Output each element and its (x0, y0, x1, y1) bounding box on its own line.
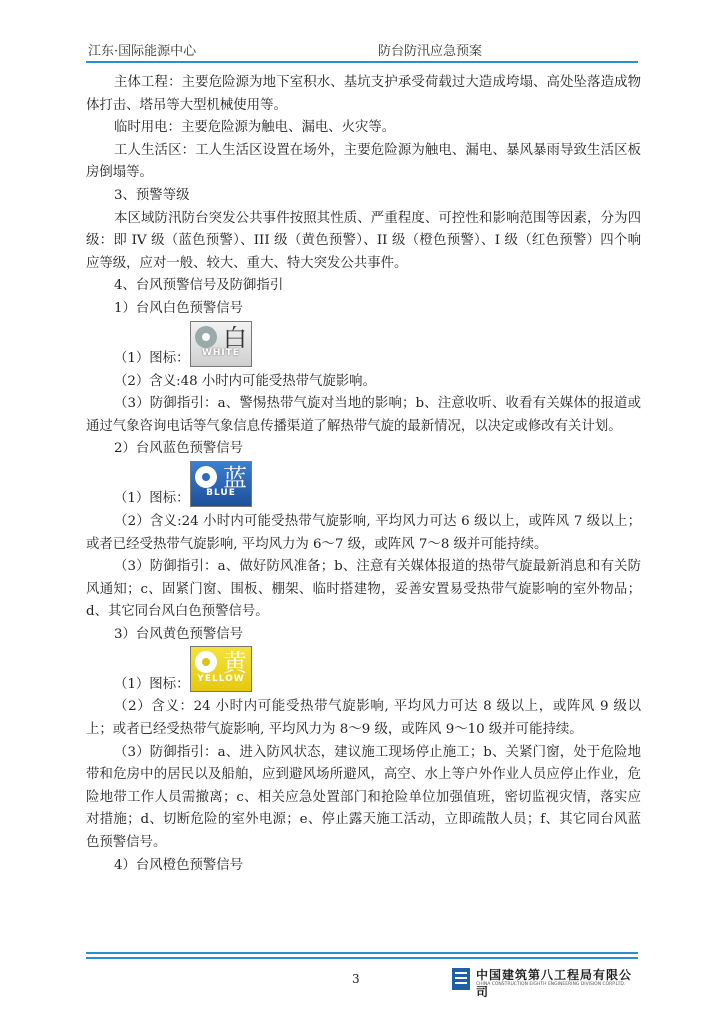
blue-signal-guide: （3）防御指引：a、做好防风准备；b、注意有关媒体报道的热带气旋最新消息和有关防风通知；c、固紧门窗、围板、棚架、临时搭建物，妥善安置易受热带气旋影响的室外物品；d、其它同台风白色预警信号。 (86, 559, 641, 620)
yellow-signal-meaning: （2）含义：24 小时内可能受热带气旋影响, 平均风力可达 8 级以上，或阵风 9 级以上；或者已经受热带气旋影响, 平均风力为 8～9 级，或阵风 9～10 级并可能持续。 (86, 699, 641, 738)
blue-signal-meaning: （2）含义:24 小时内可能受热带气旋影响, 平均风力可达 6 级以上，或阵风 7 级以上；或者已经受热带气旋影响, 平均风力为 6～7 级，或阵风 7～8 级并可能持续。 (86, 513, 641, 552)
section-heading-typhoon-signals: 4、台风预警信号及防御指引 (114, 278, 284, 294)
yellow-icon-label: （1）图标： (114, 676, 190, 692)
yellow-icon-en: YELLOW (197, 673, 245, 684)
paragraph-main-works: 主体工程：主要危险源为地下室积水、基坑支护承受荷载过大造成垮塌、高处坠落造成物体打击、塔吊等大型机械使用等。 (86, 75, 641, 113)
blue-icon-char: 蓝 (223, 463, 247, 492)
blue-icon-row (86, 461, 641, 511)
yellow-icon-char: 黄 (223, 649, 247, 678)
white-icon-en: WHITE (201, 347, 241, 358)
blue-icon-label: （1）图标： (114, 491, 190, 507)
yellow-signal-title: 3）台风黄色预警信号 (114, 626, 244, 642)
page-header (86, 38, 638, 60)
paragraph-worker-living: 工人生活区：工人生活区设置在场外，主要危险源为触电、漏电、暴风暴雨导致生活区板房倒塌等。 (86, 142, 641, 181)
footer-divider-bottom (86, 957, 638, 959)
page-number: 3 (352, 972, 360, 986)
orange-signal-title: 4）台风橙色预警信号 (114, 857, 244, 873)
header-project-name: 江东·国际能源中心 (88, 44, 197, 59)
paragraph-warning-levels: 本区域防汛防台突发公共事件按照其性质、严重程度、可控性和影响范围等因素，分为四级：即 IV 级（蓝色预警）、III 级（黄色预警）、II 级（橙色预警）、I 级（红色预警）四个响应等级，应对一般、较大、重大、特大突发公共事件。 (86, 210, 641, 271)
typhoon-blue-signal-icon (190, 461, 252, 507)
document-body (86, 72, 641, 877)
company-logo (452, 966, 642, 999)
company-name-cn: 中国建筑第八工程局有限公司 (476, 968, 633, 999)
paragraph-temp-power: 临时用电：主要危险源为触电、漏电、火灾等。 (114, 120, 396, 136)
white-icon-label: （1）图标： (114, 350, 190, 366)
yellow-icon-row (86, 646, 641, 696)
header-document-title: 防台防汛应急预案 (378, 44, 483, 59)
white-signal-title: 1）台风白色预警信号 (114, 300, 244, 316)
blue-signal-title: 2）台风蓝色预警信号 (114, 441, 244, 457)
blue-icon-en: BLUE (206, 488, 236, 499)
white-icon-row (86, 321, 641, 371)
white-signal-meaning: （2）含义:48 小时内可能受热带气旋影响。 (114, 373, 376, 389)
header-divider (86, 61, 638, 63)
white-icon-char: 白 (223, 323, 247, 352)
section-heading-warning-levels: 3、预警等级 (114, 187, 190, 203)
company-name-en: CHINA CONSTRUCTION EIGHTH ENGINEERING DIVISION CORP.LTD. (476, 982, 626, 987)
cscec-logo-icon (452, 968, 470, 990)
white-signal-guide: （3）防御指引：a、警惕热带气旋对当地的影响；b、注意收听、收看有关媒体的报道或通过气象咨询电话等气象信息传播渠道了解热带气旋的最新情况，以决定或修改有关计划。 (86, 396, 641, 434)
yellow-signal-guide: （3）防御指引：a、进入防风状态，建议施工现场停止施工；b、关紧门窗，处于危险地带和危房中的居民以及船舶，应到避风场所避风，高空、水上等户外作业人员应停止作业，危险地带工作人员需撤离；c、相关应急处置部门和抢险单位加强值班，密切监视灾情，落实应对措施；d、切断危险的室外电源；e、停止露天施工活动，立即疏散人员；f、其它同台风蓝色预警信号。 (86, 744, 641, 851)
typhoon-yellow-signal-icon (190, 646, 252, 692)
typhoon-white-signal-icon (190, 321, 252, 367)
footer-divider-top (86, 952, 638, 954)
